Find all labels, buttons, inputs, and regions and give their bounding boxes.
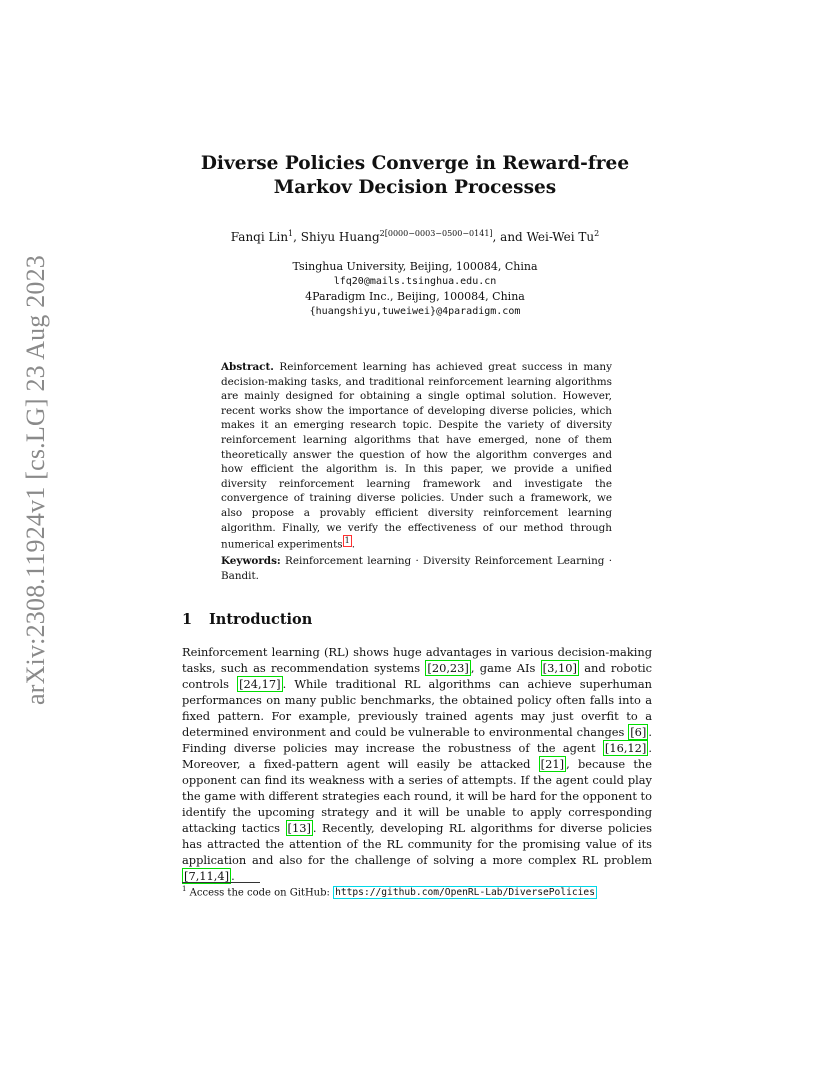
email-1: lfq20@mails.tsinghua.edu.cn — [333, 276, 497, 287]
author-3: Wei-Wei Tu — [526, 230, 595, 244]
arxiv-identifier: arXiv:2308.11924v1 [cs.LG] 23 Aug 2023 — [21, 254, 50, 706]
intro-text: , game AIs — [470, 661, 541, 675]
citation-link[interactable]: [3,10] — [542, 661, 577, 675]
paper-title — [180, 152, 650, 200]
intro-text: . Moreover, a fixed-pattern agent will easily be attacked — [182, 741, 652, 771]
author-1-affil: 1 — [288, 229, 294, 238]
title-line-1: Diverse Policies Converge in Reward-free — [200, 153, 630, 174]
arxiv-sidebar — [14, 254, 58, 706]
author-2-affil: 2[0000−0003−0500−0141] — [379, 229, 493, 238]
section-heading — [182, 611, 312, 628]
abstract-end: . — [351, 538, 356, 551]
section-title: Introduction — [209, 611, 313, 628]
intro-text: . — [231, 869, 235, 883]
abstract-label: Abstract. — [221, 361, 274, 373]
footnote-link[interactable]: 1 — [344, 536, 350, 546]
keywords-label: Keywords: — [221, 555, 281, 567]
affiliation-2: 4Paradigm Inc., Beijing, 100084, China — [305, 290, 525, 303]
intro-text: Reinforcement learning (RL) shows huge advantages in various decision-making tasks, such as recommendation systems — [182, 645, 652, 675]
author-1: Fanqi Lin — [230, 230, 289, 244]
keywords — [221, 554, 612, 583]
citation-link[interactable]: [20,23] — [427, 661, 469, 675]
author-separator: , and — [492, 230, 527, 244]
author-list — [180, 229, 650, 244]
author-3-affil: 2 — [594, 229, 600, 238]
affiliation-1: Tsinghua University, Beijing, 100084, China — [292, 260, 538, 273]
title-line-2: Markov Decision Processes — [273, 177, 557, 198]
citation-link[interactable]: [16,12] — [604, 741, 647, 755]
github-url-link[interactable]: https://github.com/OpenRL-Lab/DiversePolicies — [335, 887, 595, 899]
citation-link[interactable]: [6] — [630, 725, 647, 739]
footnote — [182, 885, 597, 898]
abstract — [221, 360, 612, 552]
footnote-text: Access the code on GitHub: — [186, 887, 334, 899]
abstract-text: Reinforcement learning has achieved great success in many decision-making tasks, and traditional reinforcement learning algorithms are mainly designed for obtaining a single optimal solution. However, recent works show the importance of developing diverse policies, which makes it an emerging research topic. Despite the variety of diversity reinforcement learning algorithms that have emerged, none of them theoretically answer the question of how the algorithm converges and how efficient the algorithm is. In this paper, we provide a unified diversity reinforcement learning framework and investigate the convergence of training diverse policies. Under such a framework, we also propose a provably efficient diversity reinforcement learning algorithm. Finally, we verify the effectiveness of our method through numerical experiments — [221, 361, 612, 551]
intro-text: , because the opponent can find its weakness with a series of attempts. If the agent could play the game with different strategies each round, it will be hard for the opponent to identify the upcoming strategy and it will be unable to apply corresponding attacking tactics — [182, 757, 652, 835]
footnote-rule — [182, 882, 260, 883]
author-separator: , — [293, 230, 301, 244]
intro-text: . Recently, developing RL algorithms for diverse policies has attracted the attention of the RL community for the promising value of its application and also for the challenge of solving a more complex RL problem — [182, 821, 652, 867]
citation-link[interactable]: [13] — [287, 821, 311, 835]
section-number: 1 — [182, 611, 193, 628]
intro-text: . Finding diverse policies may increase the robustness of the agent — [182, 725, 652, 755]
intro-paragraph — [182, 644, 652, 884]
author-2: Shiyu Huang — [300, 230, 380, 244]
citation-link[interactable]: [7,11,4] — [184, 869, 230, 883]
intro-text: and robotic controls — [182, 661, 652, 691]
intro-text: . While traditional RL algorithms can achieve superhuman performances on many public benchmarks, the obtained policy often falls into a fixed pattern. For example, previously trained agents may just overfit to a determined environment and could be vulnerable to environmental changes — [182, 677, 652, 739]
keywords-text: Reinforcement learning · Diversity Reinforcement Learning · Bandit. — [221, 555, 612, 582]
citation-link[interactable]: [21] — [540, 757, 565, 771]
email-2: {huangshiyu,tuweiwei}@4paradigm.com — [309, 306, 521, 317]
citation-link[interactable]: [24,17] — [239, 677, 281, 691]
footnote-mark: 1 — [182, 885, 187, 893]
affiliations — [180, 259, 650, 319]
